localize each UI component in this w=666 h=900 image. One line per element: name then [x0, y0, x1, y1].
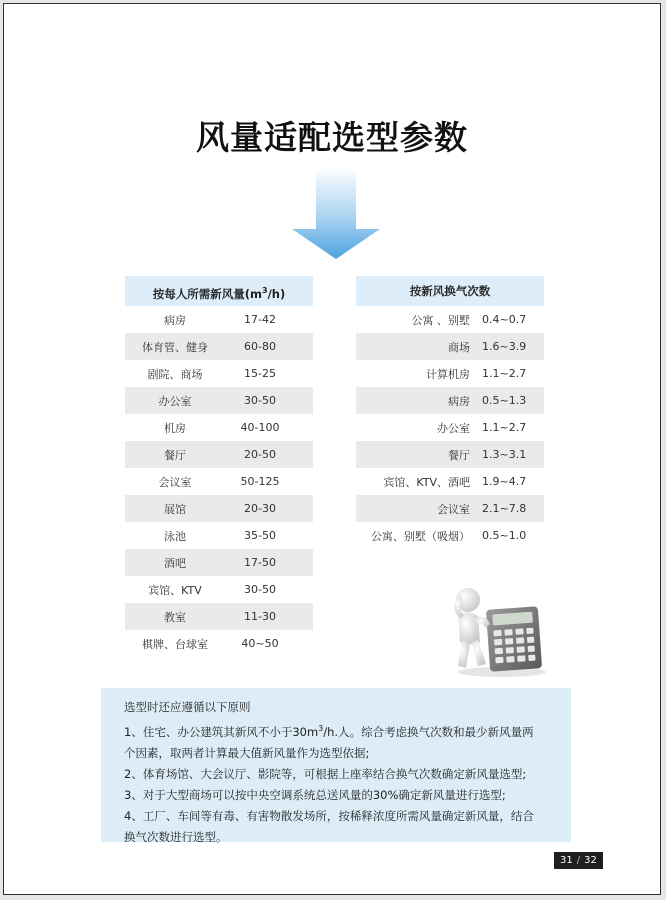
table-row: [125, 630, 313, 657]
cell-value: 1.1~2.7: [482, 421, 527, 434]
cell-value: 0.4~0.7: [482, 313, 527, 326]
table-row: [125, 414, 313, 441]
cell-name: 公寓 、别墅: [411, 313, 470, 327]
cell-name: 机房: [164, 421, 186, 435]
table-row: [125, 468, 313, 495]
page-number-badge: [554, 852, 603, 869]
cell-name: 餐厅: [448, 448, 470, 462]
table-row: [125, 333, 313, 360]
cell-name: 宾馆、KTV: [148, 583, 202, 597]
total-pages: 32: [584, 855, 597, 866]
cell-value: 15-25: [244, 367, 276, 380]
cell-value: 20-30: [244, 502, 276, 515]
table-row: [356, 414, 544, 441]
cell-value: 30-50: [244, 583, 276, 596]
cell-value: 60-80: [244, 340, 276, 353]
table-row: [356, 522, 544, 549]
header-sup: 3: [262, 286, 268, 295]
cell-value: 50-125: [240, 475, 280, 488]
notes-heading: 选型时还应遵循以下原则: [124, 700, 251, 714]
notes-text: 1、住宅、办公建筑其新风不小于30m: [124, 724, 319, 739]
table-row: [356, 333, 544, 360]
fresh-air-per-person-table: [125, 276, 313, 657]
down-arrow-icon: [292, 167, 380, 259]
table-header: [125, 276, 313, 306]
cell-value: 35-50: [244, 529, 276, 542]
cell-name: 办公室: [437, 421, 470, 435]
cell-value: 1.6~3.9: [482, 340, 527, 353]
table-row: [125, 549, 313, 576]
cell-name: 会议室: [437, 502, 470, 516]
cell-name: 泳池: [164, 529, 186, 543]
table-row: [125, 441, 313, 468]
cell-value: 40-100: [240, 421, 280, 434]
cell-value: 17-42: [244, 313, 276, 326]
cell-name: 酒吧: [164, 556, 186, 570]
table-row: [356, 495, 544, 522]
table-row: [356, 360, 544, 387]
header-text-suffix: /h): [267, 286, 286, 301]
page-separator: /: [576, 855, 581, 866]
notes-line: 2、体育场馆、大会议厅、影院等，可根据上座率结合换气次数确定新风量选型;: [124, 766, 527, 781]
table-header: 按新风换气次数: [356, 276, 544, 306]
page-title: 风量适配选型参数: [196, 118, 468, 157]
table-row: [125, 522, 313, 549]
notes-line: [124, 718, 557, 743]
cell-name: 病房: [164, 313, 186, 327]
cell-value: 30-50: [244, 394, 276, 407]
cell-name: 体育管、健身: [142, 340, 208, 354]
table-row: [356, 468, 544, 495]
cell-value: 0.5~1.3: [482, 394, 527, 407]
calculator-figure-illustration: [440, 584, 550, 679]
cell-value: 11-30: [244, 610, 276, 623]
cell-name: 剧院、商场: [147, 367, 203, 381]
cell-name: 展馆: [164, 502, 186, 516]
cell-name: 餐厅: [164, 448, 186, 462]
cell-value: 1.9~4.7: [482, 475, 527, 488]
cell-value: 1.3~3.1: [482, 448, 527, 461]
document-page: [3, 3, 661, 895]
cell-name: 公寓、别墅（吸烟）: [371, 529, 470, 543]
table-row: [125, 576, 313, 603]
cell-value: 40~50: [241, 637, 279, 650]
table-row: [125, 495, 313, 522]
cell-name: 病房: [448, 394, 470, 408]
table-row: [356, 306, 544, 333]
table-row: [356, 387, 544, 414]
notes-text: /h.人。综合考虑换气次数和最少新风量两: [323, 724, 534, 739]
table-row: [125, 387, 313, 414]
cell-value: 20-50: [244, 448, 276, 461]
cell-name: 教室: [164, 610, 186, 624]
table-row: [356, 441, 544, 468]
notes-line: 个因素，取两者计算最大值新风量作为选型依据;: [124, 745, 370, 760]
notes-line: 4、工厂、车间等有毒、有害物散发场所，按稀释浓度所需风量确定新风量，结合: [124, 808, 534, 823]
cell-value: 1.1~2.7: [482, 367, 527, 380]
cell-name: 宾馆、KTV、酒吧: [383, 475, 470, 489]
cell-name: 会议室: [158, 475, 192, 489]
cell-name: 棋牌、台球室: [142, 637, 208, 651]
cell-value: 0.5~1.0: [482, 529, 527, 542]
cell-name: 计算机房: [426, 367, 470, 381]
cell-value: 2.1~7.8: [482, 502, 527, 515]
cell-name: 办公室: [158, 394, 192, 408]
header-text: 按每人所需新风量(m: [152, 286, 262, 301]
current-page: 31: [560, 855, 573, 866]
selection-principles-box: [101, 688, 571, 842]
cell-value: 17-50: [244, 556, 276, 569]
air-change-rate-table: [356, 276, 544, 549]
cell-name: 商场: [448, 340, 470, 354]
table-row: [125, 603, 313, 630]
table-row: [125, 306, 313, 333]
table-row: [125, 360, 313, 387]
notes-line: 3、对于大型商场可以按中央空调系统总送风量的30%确定新风量进行选型;: [124, 787, 506, 802]
notes-sup: 3: [318, 724, 324, 733]
notes-line: 换气次数进行选型。: [124, 829, 228, 844]
